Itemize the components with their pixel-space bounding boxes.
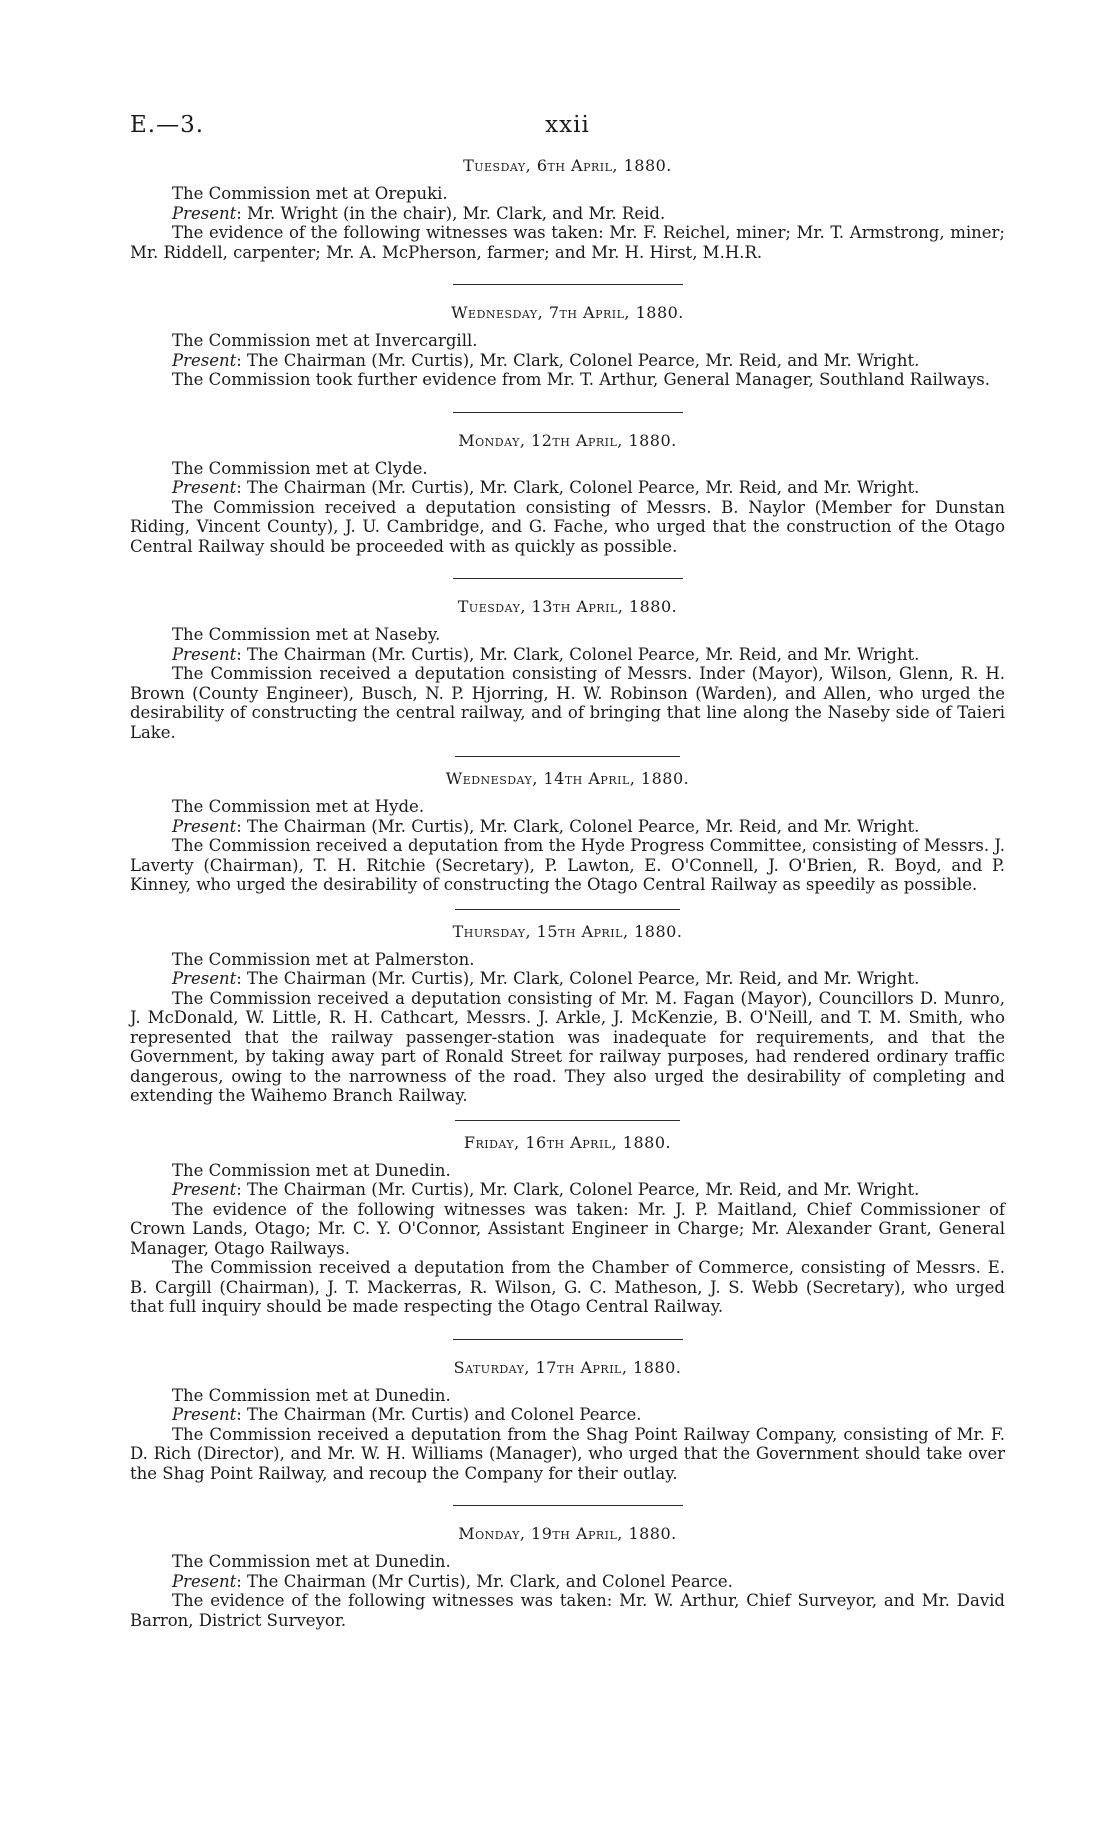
attendance-line [130,478,1005,498]
minute-entry [130,156,1005,262]
meeting-location: The Commission met at Dunedin. [172,1552,451,1571]
present-label: Present [172,1571,237,1591]
minutes-list [130,156,1005,1630]
entry-body-paragraph: The Commission received a deputation consisting of Messrs. Inder (Mayor), Wilson, Glenn, R. H. Brown (County Engineer), Busch, N. P. Hjorring, H. W. Robinson (Warden), and Allen, who urged the desirability of constructing the central railway, and of bringing that line along the Naseby side of Taieri Lake. [130,664,1005,742]
present-label: Present [172,350,237,370]
entry-date-heading: Tuesday, 6th April, 1880. [463,156,672,175]
minute-entry [130,1358,1005,1484]
section-divider [455,756,680,757]
entry-body-paragraph: The Commission received a deputation consisting of Messrs. B. Naylor (Member for Dunstan Riding, Vincent County), J. U. Cambridge, and G. Fache, who urged that the construction of the Otago Central Railway should be proceeded with as quickly as possible. [130,497,1005,556]
attendees-text: : The Chairman (Mr. Curtis), Mr. Clark, Colonel Pearce, Mr. Reid, and Mr. Wright. [236,644,920,664]
present-label: Present [172,203,237,223]
attendance-line [130,204,1005,224]
section-divider [455,1120,680,1121]
page-reference: E.—3. [130,112,205,138]
entry-date-heading: Monday, 19th April, 1880. [458,1524,677,1543]
present-label: Present [172,1180,237,1199]
present-label: Present [172,816,237,836]
entry-date-heading: Wednesday, 14th April, 1880. [445,769,690,788]
minute-entry [130,922,1005,1106]
present-label: Present [172,478,237,497]
entry-date-heading: Friday, 16th April, 1880. [463,1132,672,1152]
section-divider [453,578,683,579]
meeting-location: The Commission met at Invercargill. [172,331,478,350]
section-divider [453,1339,683,1340]
section-divider [453,412,683,413]
entry-date-heading: Wednesday, 7th April, 1880. [451,303,684,322]
attendance-line [130,351,1005,371]
entry-date-heading: Thursday, 15th April, 1880. [452,921,683,941]
meeting-location: The Commission met at Hyde. [172,797,425,816]
meeting-location: The Commission met at Palmerston. [172,949,475,969]
entry-body-paragraph: The evidence of the following witnesses was taken: Mr. F. Reichel, miner; Mr. T. Armstrong, miner; Mr. Riddell, carpenter; Mr. A. McPherson, farmer; and Mr. H. Hirst, M.H.R. [130,223,1005,262]
document-page [130,112,1005,1630]
attendees-text: : The Chairman (Mr Curtis), Mr. Clark, and Colonel Pearce. [236,1571,733,1591]
attendees-text: : The Chairman (Mr. Curtis), Mr. Clark, Colonel Pearce, Mr. Reid, and Mr. Wright. [236,816,920,836]
meeting-location: The Commission met at Orepuki. [172,184,448,203]
present-label: Present [172,969,237,988]
meeting-location: The Commission met at Dunedin. [172,1160,451,1180]
entry-date-heading: Tuesday, 13th April, 1880. [457,597,678,616]
section-divider [453,284,683,285]
present-label: Present [172,644,237,664]
page-header [130,112,1005,146]
entry-body-paragraph: The Commission received a deputation consisting of Mr. M. Fagan (Mayor), Councillors D. Munro, J. McDonald, W. Little, R. H. Cathcart, Messrs. J. Arkle, J. McKenzie, B. O'Neill, and T. M. Smith, who represented that the railway passenger-station was inadequate for requirements, and that the Government, by taking away part of Ronald Street for railway purposes, had rendered ordinary traffic dangerous, owing to the narrowness of the road. They also urged the desirability of completing and extending the Waihemo Branch Railway. [130,988,1005,1105]
entry-date-heading: Monday, 12th April, 1880. [458,430,677,450]
entry-body-paragraph: The Commission received a deputation from the Hyde Progress Committee, consisting of Messrs. J. Laverty (Chairman), T. H. Ritchie (Secretary), P. Lawton, E. O'Connell, J. O'Brien, R. Boyd, and P. Kinney, who urged the desirability of constructing the Otago Central Railway as speedily as possible. [130,836,1005,894]
meeting-location: The Commission met at Dunedin. [172,1385,451,1405]
attendance-line [130,969,1005,989]
entry-body-paragraph: The evidence of the following witnesses was taken: Mr. W. Arthur, Chief Surveyor, and Mr. David Barron, District Surveyor. [130,1591,1005,1630]
entry-date-heading: Saturday, 17th April, 1880. [453,1357,682,1377]
section-divider [455,909,680,910]
attendees-text: : The Chairman (Mr. Curtis), Mr. Clark, Colonel Pearce, Mr. Reid, and Mr. Wright. [236,350,920,370]
minute-entry [130,769,1005,895]
meeting-location: The Commission met at Naseby. [172,625,441,644]
attendance-line [130,1180,1005,1200]
attendees-text: : The Chairman (Mr. Curtis), Mr. Clark, Colonel Pearce, Mr. Reid, and Mr. Wright. [236,969,920,988]
attendees-text: : The Chairman (Mr. Curtis), Mr. Clark, Colonel Pearce, Mr. Reid, and Mr. Wright. [236,478,920,497]
entry-body-paragraph: The Commission received a deputation from the Shag Point Railway Company, consisting of Mr. F. D. Rich (Director), and Mr. W. H. Williams (Manager), who urged that the Government should take over the Shag Point Railway, and recoup the Company for their outlay. [130,1424,1005,1483]
minute-entry [130,1133,1005,1317]
attendees-text: : Mr. Wright (in the chair), Mr. Clark, and Mr. Reid. [236,203,666,223]
minute-entry [130,597,1005,742]
page-number: xxii [545,112,590,138]
minute-entry [130,431,1005,557]
entry-body-paragraph: The Commission received a deputation from the Chamber of Commerce, consisting of Messrs. E. B. Cargill (Chairman), J. T. Mackerras, R. Wilson, G. C. Matheson, J. S. Webb (Secretary), who urged that full inquiry should be made respecting the Otago Central Railway. [130,1258,1005,1316]
section-divider [453,1505,683,1506]
attendees-text: : The Chairman (Mr. Curtis) and Colonel Pearce. [236,1405,642,1424]
attendees-text: : The Chairman (Mr. Curtis), Mr. Clark, Colonel Pearce, Mr. Reid, and Mr. Wright. [236,1180,920,1199]
entry-body-paragraph: The evidence of the following witnesses was taken: Mr. J. P. Maitland, Chief Commissioner of Crown Lands, Otago; Mr. C. Y. O'Connor, Assistant Engineer in Charge; Mr. Alexander Grant, General Manager, Otago Railways. [130,1199,1005,1258]
minute-entry [130,303,1005,390]
attendance-line [130,1572,1005,1592]
entry-body-paragraph: The Commission took further evidence from Mr. T. Arthur, General Manager, Southland Railways. [172,370,990,389]
present-label: Present [172,1405,237,1424]
minute-entry [130,1524,1005,1630]
meeting-location: The Commission met at Clyde. [172,458,428,478]
attendance-line [130,1405,1005,1425]
attendance-line [130,817,1005,837]
attendance-line [130,645,1005,665]
